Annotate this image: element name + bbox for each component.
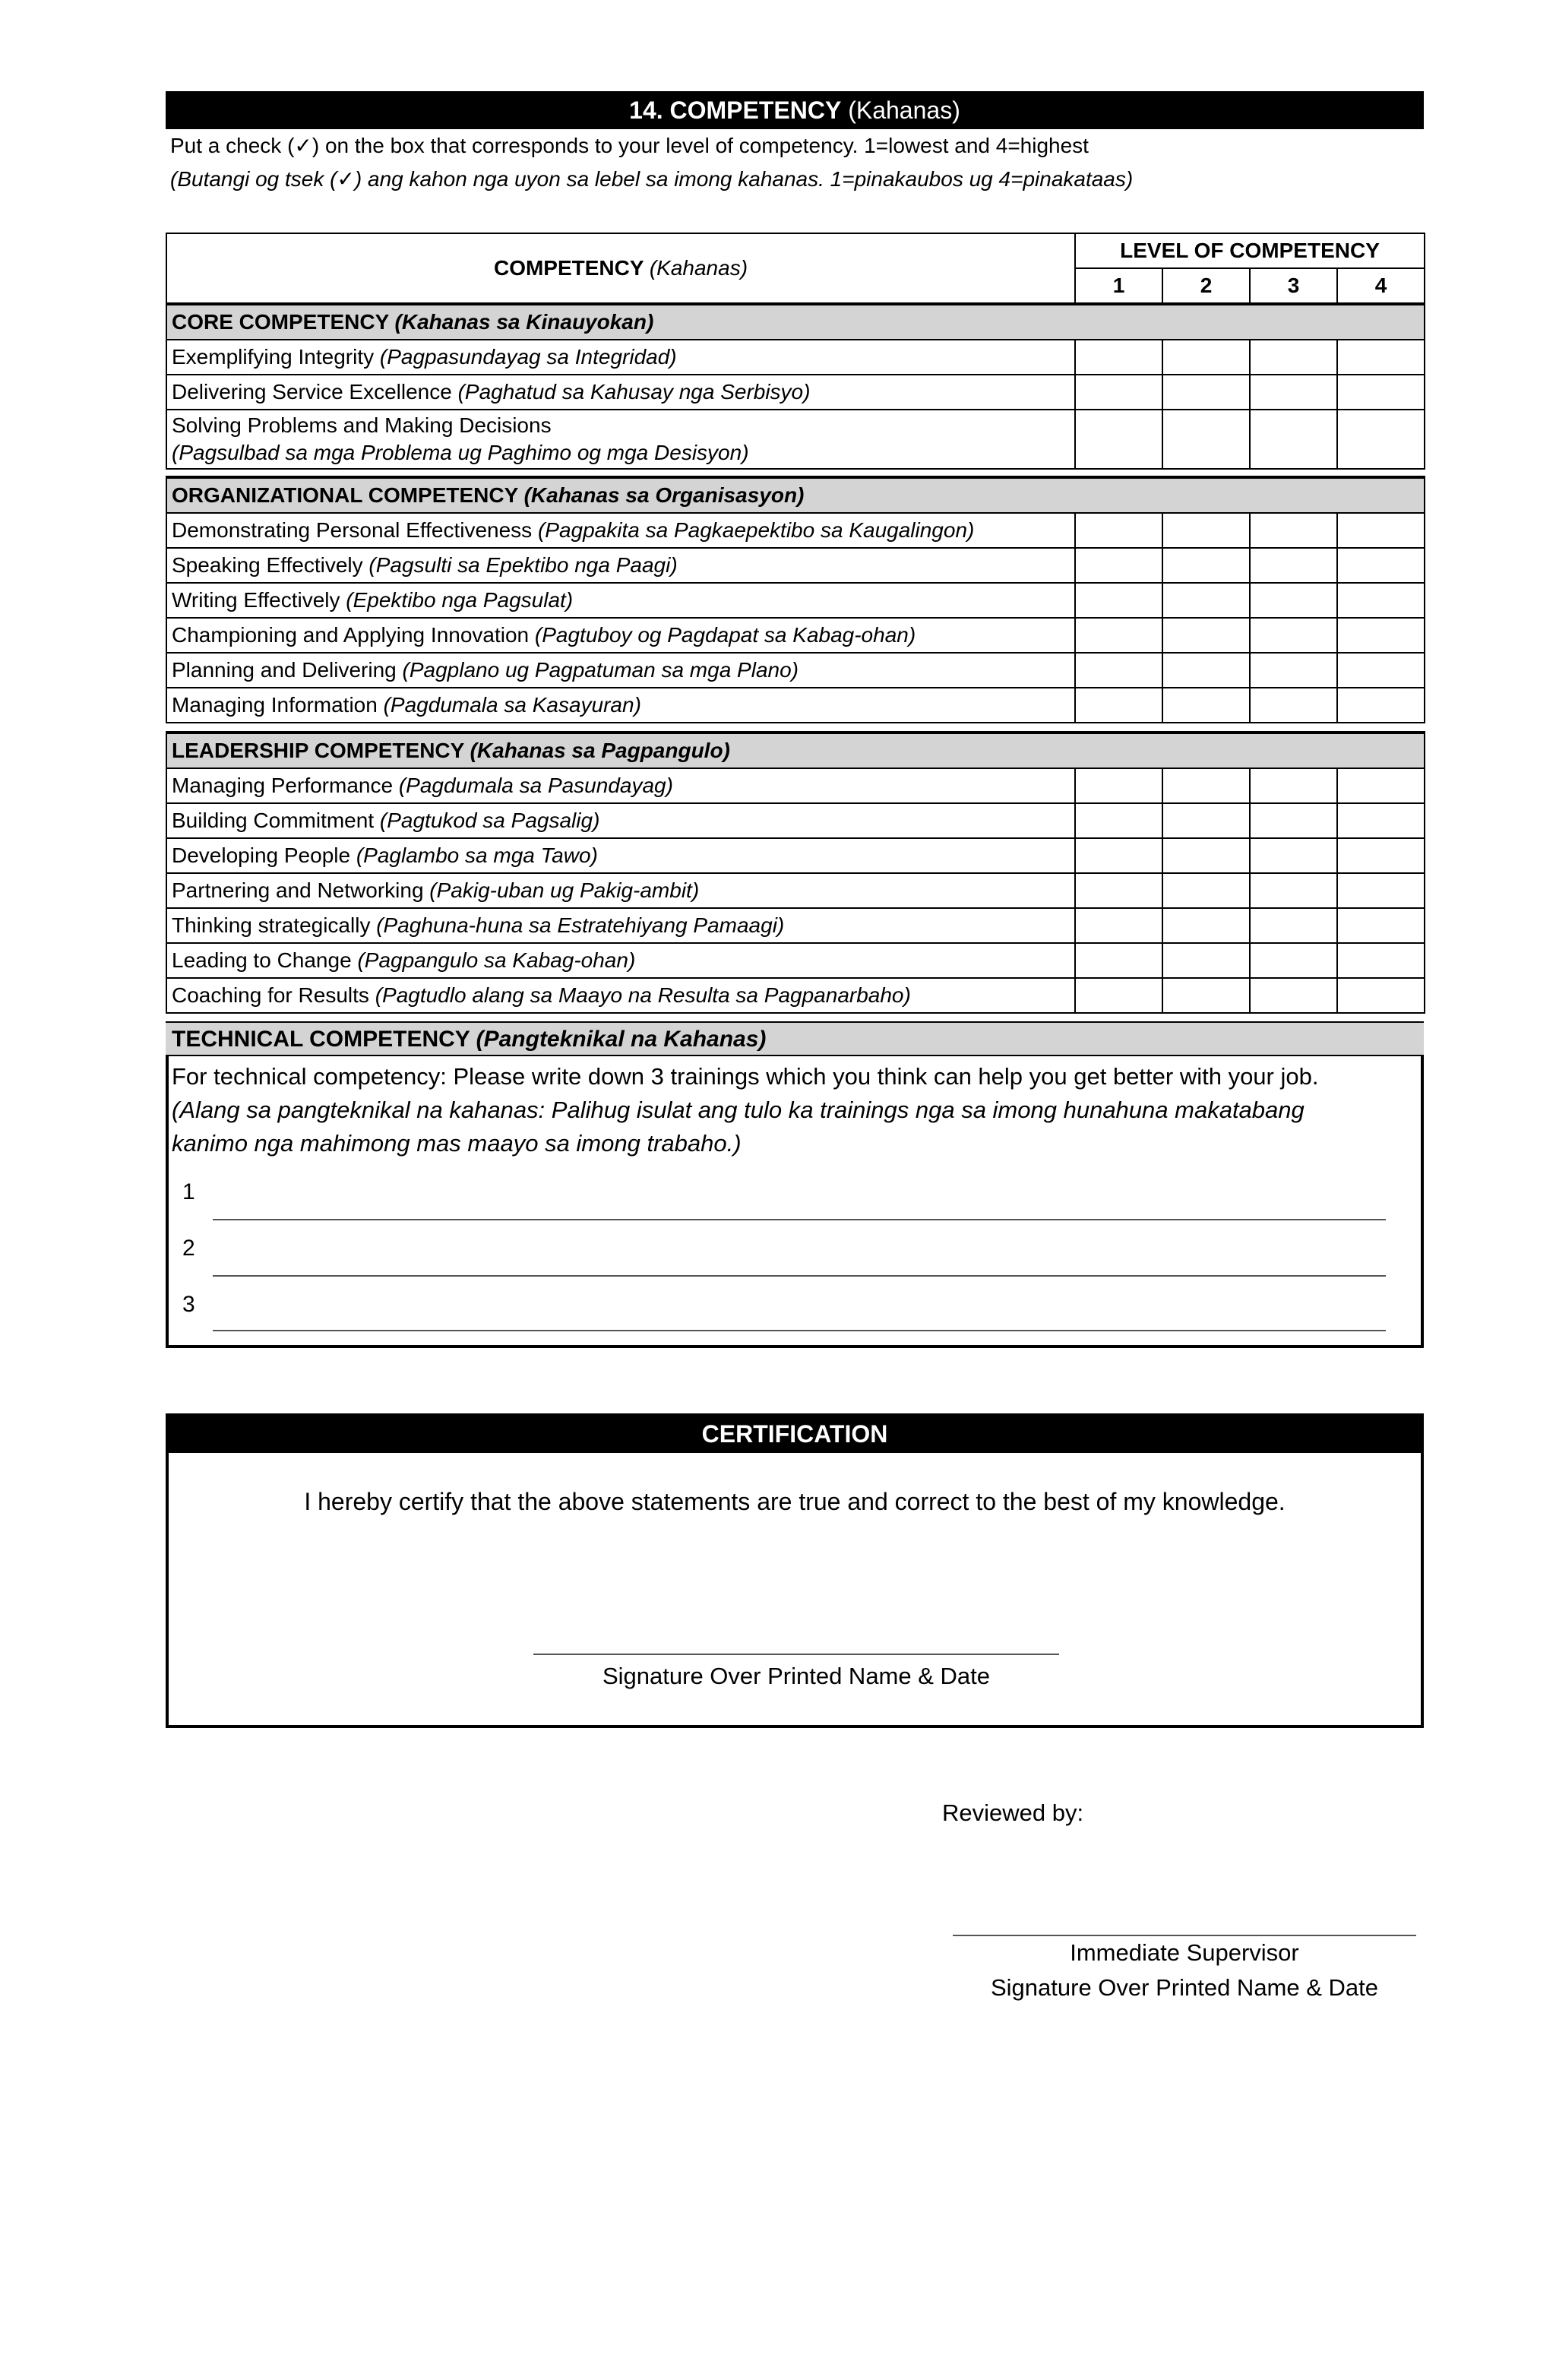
competency-row bbox=[166, 653, 1425, 688]
level-2-checkbox[interactable] bbox=[1162, 768, 1250, 803]
competency-row bbox=[166, 768, 1425, 803]
competency-section-title bbox=[166, 91, 1424, 129]
level-1-checkbox[interactable] bbox=[1075, 513, 1162, 548]
competency-row bbox=[166, 513, 1425, 548]
competency-row bbox=[166, 873, 1425, 908]
level-3-checkbox[interactable] bbox=[1250, 375, 1337, 410]
level-3-checkbox[interactable] bbox=[1250, 513, 1337, 548]
competency-label: Building Commitment (Pagtukod sa Pagsalig) bbox=[166, 803, 1075, 838]
level-1-checkbox[interactable] bbox=[1075, 978, 1162, 1013]
certification-signature-label: Signature Over Printed Name & Date bbox=[602, 1663, 991, 1689]
level-2-checkbox[interactable] bbox=[1162, 873, 1250, 908]
training-number-3: 3 bbox=[182, 1292, 195, 1317]
level-4-checkbox[interactable] bbox=[1337, 768, 1425, 803]
training-input-line-1[interactable] bbox=[213, 1219, 1386, 1220]
organizational-competency-table bbox=[166, 476, 1425, 723]
level-1-header: 1 bbox=[1075, 268, 1162, 304]
competency-row bbox=[166, 978, 1425, 1013]
level-4-checkbox[interactable] bbox=[1337, 908, 1425, 943]
level-4-checkbox[interactable] bbox=[1337, 583, 1425, 618]
leadership-competency-heading: LEADERSHIP COMPETENCY (Kahanas sa Pagpangulo) bbox=[166, 733, 1425, 768]
level-1-checkbox[interactable] bbox=[1075, 410, 1162, 469]
level-3-checkbox[interactable] bbox=[1250, 340, 1337, 375]
reviewed-by-label: Reviewed by: bbox=[942, 1799, 1084, 1826]
competency-label: Partnering and Networking (Pakig-uban ug Pakig-ambit) bbox=[166, 873, 1075, 908]
level-2-checkbox[interactable] bbox=[1162, 943, 1250, 978]
level-4-checkbox[interactable] bbox=[1337, 873, 1425, 908]
level-3-checkbox[interactable] bbox=[1250, 943, 1337, 978]
level-3-checkbox[interactable] bbox=[1250, 838, 1337, 873]
level-3-checkbox[interactable] bbox=[1250, 978, 1337, 1013]
level-2-checkbox[interactable] bbox=[1162, 410, 1250, 469]
level-1-checkbox[interactable] bbox=[1075, 340, 1162, 375]
competency-label: Coaching for Results (Pagtudlo alang sa Maayo na Resulta sa Pagpanarbaho) bbox=[166, 978, 1075, 1013]
level-1-checkbox[interactable] bbox=[1075, 768, 1162, 803]
level-2-checkbox[interactable] bbox=[1162, 688, 1250, 723]
level-1-checkbox[interactable] bbox=[1075, 688, 1162, 723]
level-3-checkbox[interactable] bbox=[1250, 688, 1337, 723]
level-3-checkbox[interactable] bbox=[1250, 653, 1337, 688]
level-4-checkbox[interactable] bbox=[1337, 618, 1425, 653]
level-1-checkbox[interactable] bbox=[1075, 653, 1162, 688]
level-2-checkbox[interactable] bbox=[1162, 513, 1250, 548]
competency-row bbox=[166, 908, 1425, 943]
level-of-competency-header: LEVEL OF COMPETENCY bbox=[1075, 233, 1425, 268]
competency-row bbox=[166, 618, 1425, 653]
competency-label: Managing Performance (Pagdumala sa Pasundayag) bbox=[166, 768, 1075, 803]
supervisor-signature-line[interactable] bbox=[953, 1935, 1416, 1936]
competency-row bbox=[166, 943, 1425, 978]
level-4-checkbox[interactable] bbox=[1337, 803, 1425, 838]
level-3-checkbox[interactable] bbox=[1250, 583, 1337, 618]
competency-label: Championing and Applying Innovation (Pagtuboy og Pagdapat sa Kabag-ohan) bbox=[166, 618, 1075, 653]
level-1-checkbox[interactable] bbox=[1075, 943, 1162, 978]
level-4-checkbox[interactable] bbox=[1337, 340, 1425, 375]
competency-instruction-translation: (Butangi og tsek (✓) ang kahon nga uyon sa lebel sa imong kahanas. 1=pinakaubos ug 4=pinakataas) bbox=[170, 167, 1134, 191]
competency-label: Solving Problems and Making Decisions (Pagsulbad sa mga Problema ug Paghimo og mga Desisyon) bbox=[166, 410, 1075, 469]
level-2-checkbox[interactable] bbox=[1162, 618, 1250, 653]
level-4-checkbox[interactable] bbox=[1337, 943, 1425, 978]
competency-label: Demonstrating Personal Effectiveness (Pagpakita sa Pagkaepektibo sa Kaugalingon) bbox=[166, 513, 1075, 548]
level-2-header: 2 bbox=[1162, 268, 1250, 304]
level-1-checkbox[interactable] bbox=[1075, 618, 1162, 653]
level-1-checkbox[interactable] bbox=[1075, 375, 1162, 410]
supervisor-signature-label: Signature Over Printed Name & Date bbox=[990, 1974, 1379, 2001]
level-2-checkbox[interactable] bbox=[1162, 583, 1250, 618]
competency-label: Leading to Change (Pagpangulo sa Kabag-ohan) bbox=[166, 943, 1075, 978]
level-4-checkbox[interactable] bbox=[1337, 688, 1425, 723]
training-input-line-3[interactable] bbox=[213, 1330, 1386, 1331]
level-2-checkbox[interactable] bbox=[1162, 803, 1250, 838]
level-3-checkbox[interactable] bbox=[1250, 803, 1337, 838]
competency-label: Writing Effectively (Epektibo nga Pagsulat) bbox=[166, 583, 1075, 618]
level-2-checkbox[interactable] bbox=[1162, 375, 1250, 410]
organizational-competency-heading: ORGANIZATIONAL COMPETENCY (Kahanas sa Organisasyon) bbox=[166, 477, 1425, 513]
competency-label: Delivering Service Excellence (Paghatud sa Kahusay nga Serbisyo) bbox=[166, 375, 1075, 410]
technical-instruction: For technical competency: Please write down 3 trainings which you think can help you get better with your job. bbox=[172, 1063, 1319, 1090]
level-1-checkbox[interactable] bbox=[1075, 873, 1162, 908]
competency-row bbox=[166, 548, 1425, 583]
level-3-checkbox[interactable] bbox=[1250, 618, 1337, 653]
competency-row bbox=[166, 688, 1425, 723]
level-3-checkbox[interactable] bbox=[1250, 908, 1337, 943]
level-4-checkbox[interactable] bbox=[1337, 838, 1425, 873]
level-1-checkbox[interactable] bbox=[1075, 908, 1162, 943]
level-4-checkbox[interactable] bbox=[1337, 653, 1425, 688]
technical-instruction-translation-2: kanimo nga mahimong mas maayo sa imong trabaho.) bbox=[172, 1130, 742, 1157]
competency-instruction: Put a check (✓) on the box that corresponds to your level of competency. 1=lowest and 4=highest bbox=[170, 134, 1089, 157]
level-4-checkbox[interactable] bbox=[1337, 375, 1425, 410]
competency-row bbox=[166, 583, 1425, 618]
level-4-checkbox[interactable] bbox=[1337, 978, 1425, 1013]
level-1-checkbox[interactable] bbox=[1075, 583, 1162, 618]
training-number-2: 2 bbox=[182, 1236, 195, 1261]
competency-label: Developing People (Paglambo sa mga Tawo) bbox=[166, 838, 1075, 873]
competency-title: 14. COMPETENCY bbox=[629, 97, 842, 124]
level-3-checkbox[interactable] bbox=[1250, 873, 1337, 908]
certification-statement: I hereby certify that the above statements are true and correct to the best of my knowledge. bbox=[304, 1488, 1286, 1515]
technical-competency-heading: TECHNICAL COMPETENCY (Pangteknikal na Kahanas) bbox=[166, 1023, 1424, 1056]
level-4-checkbox[interactable] bbox=[1337, 410, 1425, 469]
level-4-checkbox[interactable] bbox=[1337, 548, 1425, 583]
level-1-checkbox[interactable] bbox=[1075, 548, 1162, 583]
competency-row bbox=[166, 803, 1425, 838]
core-competency-table bbox=[166, 233, 1425, 470]
level-2-checkbox[interactable] bbox=[1162, 908, 1250, 943]
competency-row bbox=[166, 838, 1425, 873]
competency-label: Exemplifying Integrity (Pagpasundayag sa Integridad) bbox=[166, 340, 1075, 375]
level-2-checkbox[interactable] bbox=[1162, 838, 1250, 873]
competency-label: Speaking Effectively (Pagsulti sa Epektibo nga Paagi) bbox=[166, 548, 1075, 583]
competency-row bbox=[166, 410, 1425, 469]
competency-row bbox=[166, 340, 1425, 375]
competency-label: Planning and Delivering (Pagplano ug Pagpatuman sa mga Plano) bbox=[166, 653, 1075, 688]
level-4-checkbox[interactable] bbox=[1337, 513, 1425, 548]
level-2-checkbox[interactable] bbox=[1162, 340, 1250, 375]
competency-row bbox=[166, 375, 1425, 410]
level-1-checkbox[interactable] bbox=[1075, 803, 1162, 838]
certification-title: CERTIFICATION bbox=[166, 1415, 1424, 1453]
competency-label: Thinking strategically (Paghuna-huna sa Estratehiyang Pamaagi) bbox=[166, 908, 1075, 943]
leadership-competency-table bbox=[166, 731, 1425, 1014]
competency-column-header: COMPETENCY (Kahanas) bbox=[166, 233, 1075, 304]
supervisor-role-label: Immediate Supervisor bbox=[1070, 1939, 1299, 1966]
training-number-1: 1 bbox=[182, 1179, 195, 1204]
technical-instruction-translation-1: (Alang sa pangteknikal na kahanas: Palihug isulat ang tulo ka trainings nga sa imong hunahuna makatabang bbox=[172, 1097, 1305, 1123]
training-input-line-2[interactable] bbox=[213, 1275, 1386, 1277]
level-4-header: 4 bbox=[1337, 268, 1425, 304]
competency-title-translation: (Kahanas) bbox=[848, 97, 960, 124]
level-3-checkbox[interactable] bbox=[1250, 548, 1337, 583]
level-3-checkbox[interactable] bbox=[1250, 768, 1337, 803]
level-3-header: 3 bbox=[1250, 268, 1337, 304]
certification-signature-line[interactable] bbox=[533, 1654, 1059, 1655]
level-2-checkbox[interactable] bbox=[1162, 548, 1250, 583]
level-2-checkbox[interactable] bbox=[1162, 978, 1250, 1013]
level-2-checkbox[interactable] bbox=[1162, 653, 1250, 688]
competency-label: Managing Information (Pagdumala sa Kasayuran) bbox=[166, 688, 1075, 723]
level-3-checkbox[interactable] bbox=[1250, 410, 1337, 469]
core-competency-heading: CORE COMPETENCY (Kahanas sa Kinauyokan) bbox=[166, 304, 1425, 340]
level-1-checkbox[interactable] bbox=[1075, 838, 1162, 873]
